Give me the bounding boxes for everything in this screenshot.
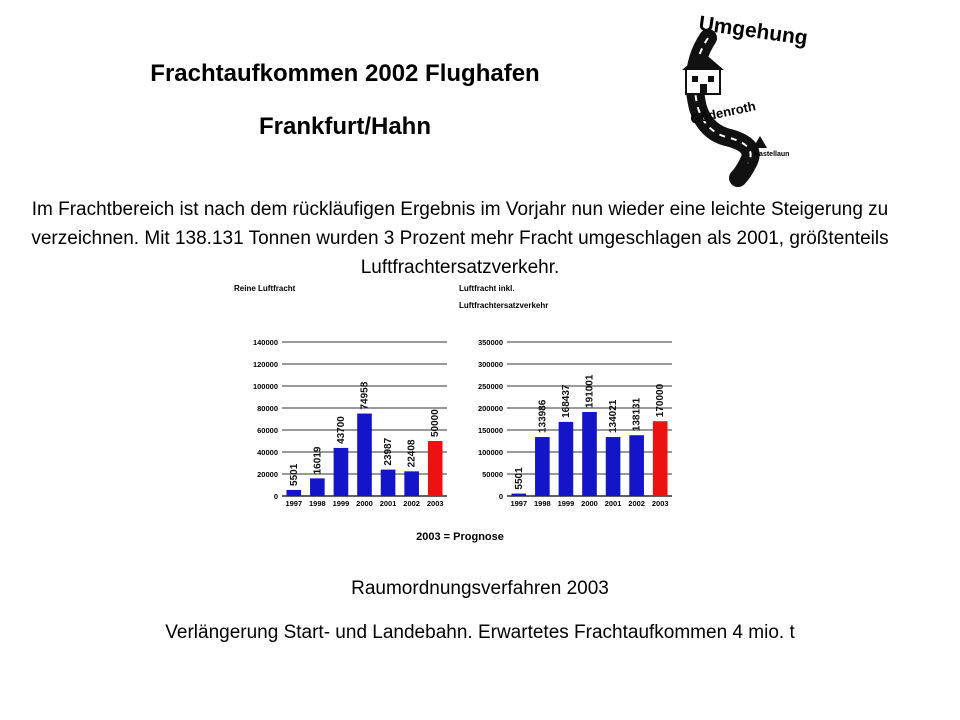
y-tick-label: 60000 [257,426,278,435]
x-tick-label: 1998 [534,499,551,508]
x-tick-label: 2002 [403,499,420,508]
intro-paragraph: Im Frachtbereich ist nach dem rückläufigen Ergebnis im Vorjahr nun wieder eine leichte Steigerung zu verzeichnen. Mit 138.131 Tonnen wurden 3 Prozent mehr Fracht umgeschlagen als 2001, größtenteils Luftfrachtersatzverkehr. [31,199,889,278]
x-tick-label: 1999 [557,499,575,508]
data-label: 5501 [288,463,300,486]
y-tick-label: 150000 [477,426,503,435]
y-tick-label: 100000 [477,448,503,457]
y-tick-label: 120000 [252,360,278,369]
x-tick-label: 1997 [510,499,528,508]
x-tick-label: 2000 [581,499,598,508]
logo-text-goedenroth: Gödenroth [688,98,758,127]
x-tick-label: 2000 [356,499,373,508]
bar [629,435,644,496]
y-tick-label: 300000 [477,360,503,369]
data-label: 50000 [430,409,442,437]
bar [428,441,443,496]
logo-text-umgehung: Umgehung [697,11,810,50]
bar [653,421,668,496]
data-label: 74958 [359,381,371,410]
bar [381,470,396,496]
y-tick-label: 140000 [252,338,278,347]
data-label: 134021 [608,399,620,434]
y-tick-label: 0 [498,492,503,501]
forecast-note: 2003 = Prognose [416,531,504,543]
bar [606,437,621,496]
umgehung-goedenroth-logo [668,8,818,188]
data-label: 22408 [406,439,418,468]
y-tick-label: 0 [273,492,278,501]
data-label: 5501 [513,467,525,490]
chart-luftfracht-inkl-ersatzverkehr [455,282,680,517]
y-tick-label: 80000 [257,404,278,413]
data-label: 43700 [335,416,347,444]
bar [404,471,419,496]
y-tick-label: 250000 [477,382,503,391]
bar [310,478,325,496]
bar [357,414,372,496]
y-tick-label: 20000 [257,470,278,479]
data-label: 170000 [655,383,667,418]
x-tick-label: 2003 [426,499,444,508]
y-tick-label: 100000 [252,382,278,391]
bar [334,448,349,496]
raumordnung-title: Raumordnungsverfahren 2003 [351,578,609,599]
y-tick-label: 50000 [482,470,503,479]
x-tick-label: 1997 [285,499,303,508]
page-subtitle: Frankfurt/Hahn [258,113,431,140]
bar [535,437,550,496]
x-tick-label: 2002 [628,499,645,508]
chart-title: Luftfracht inkl. [459,284,515,293]
chart-reine-luftfracht [230,282,455,517]
x-tick-label: 2003 [651,499,669,508]
data-label: 138131 [631,397,643,432]
x-tick-label: 1998 [309,499,326,508]
data-label: 16019 [312,446,324,475]
page-title: Frachtaufkommen 2002 Flughafen [150,60,540,87]
raumordnung-text: Verlängerung Start- und Landebahn. Erwartetes Frachtaufkommen 4 mio. t [165,622,795,643]
bar [582,412,597,496]
data-label: 191001 [584,374,596,408]
x-tick-label: 2001 [604,499,622,508]
bar [511,494,526,496]
data-label: 133986 [537,399,549,434]
y-tick-label: 40000 [257,448,278,457]
data-label: 168437 [560,384,572,418]
y-tick-label: 200000 [477,404,503,413]
chart-title: Reine Luftfracht [234,284,296,293]
data-label: 23987 [383,437,395,466]
x-tick-label: 1999 [332,499,350,508]
logo-text-kastellaun: Kastellaun [754,151,790,158]
y-tick-label: 350000 [477,338,503,347]
bar [286,490,301,496]
x-tick-label: 2001 [379,499,397,508]
chart-title: Luftfrachtersatzverkehr [459,301,549,310]
bar [559,422,574,496]
